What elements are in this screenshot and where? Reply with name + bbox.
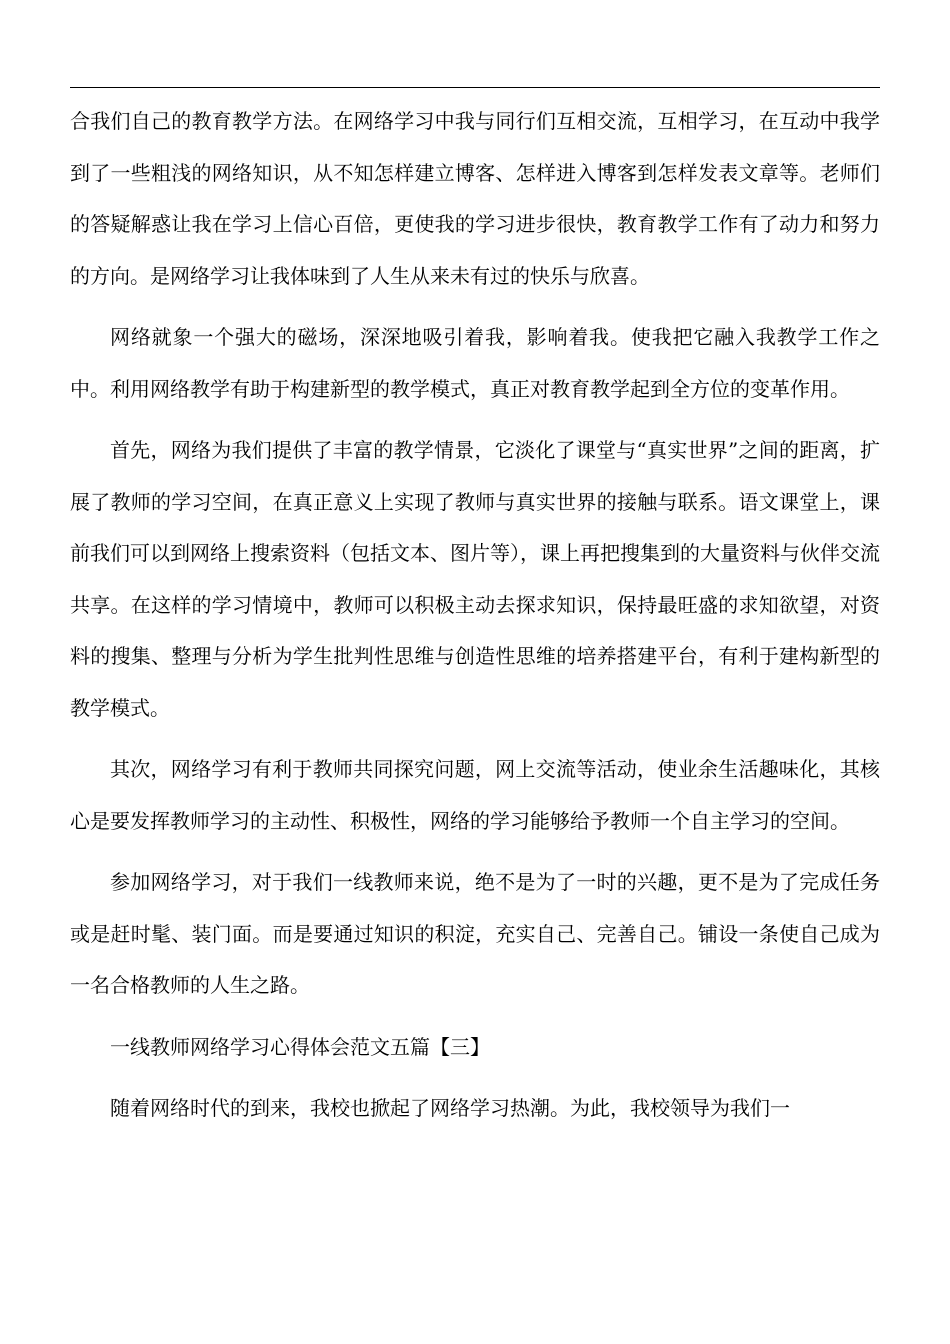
paragraph-participation: 参加网络学习，对于我们一线教师来说，绝不是为了一时的兴趣，更不是为了完成任务或是赶时髦、装门面。而是要通过知识的积淀，充实自己、完善自己。铺设一条使自己成为一名合格教师的人生之路。 (70, 870, 880, 997)
paragraph-second-point: 其次，网络学习有利于教师共同探究问题，网上交流等活动，使业余生活趣味化，其核心是要发挥教师学习的主动性、积极性，网络的学习能够给予教师一个自主学习的空间。 (70, 757, 880, 833)
paragraph-first-point: 首先，网络为我们提供了丰富的教学情景，它淡化了课堂与“真实世界”之间的距离，扩展了教师的学习空间，在真正意义上实现了教师与真实世界的接触与联系。语文课堂上，课前我们可以到网络上搜索资料（包括文本、图片等），课上再把搜集到的大量资料与伙伴交流共享。在这样的学习情境中，教师可以积极主动去探求知识，保持最旺盛的求知欲望，对资料的搜集、整理与分析为学生批判性思维与创造性思维的培养搭建平台，有利于建构新型的教学模式。 (70, 438, 880, 720)
document-body (70, 96, 880, 1145)
section-heading: 一线教师网络学习心得体会范文五篇【三】 (110, 1034, 490, 1059)
paragraph-magnetic-field: 网络就象一个强大的磁场，深深地吸引着我，影响着我。使我把它融入我教学工作之中。利用网络教学有助于构建新型的教学模式，真正对教育教学起到全方位的变革作用。 (70, 325, 880, 401)
paragraph-continuation: 合我们自己的教育教学方法。在网络学习中我与同行们互相交流，互相学习，在互动中我学到了一些粗浅的网络知识，从不知怎样建立博客、怎样进入博客到怎样发表文章等。老师们的答疑解惑让我在学习上信心百倍，更使我的学习进步很快，教育教学工作有了动力和努力的方向。是网络学习让我体味到了人生从来未有过的快乐与欣喜。 (70, 109, 880, 288)
header-rule (70, 87, 880, 88)
paragraph-new-section: 随着网络时代的到来，我校也掀起了网络学习热潮。为此，我校领导为我们一 (110, 1096, 790, 1120)
